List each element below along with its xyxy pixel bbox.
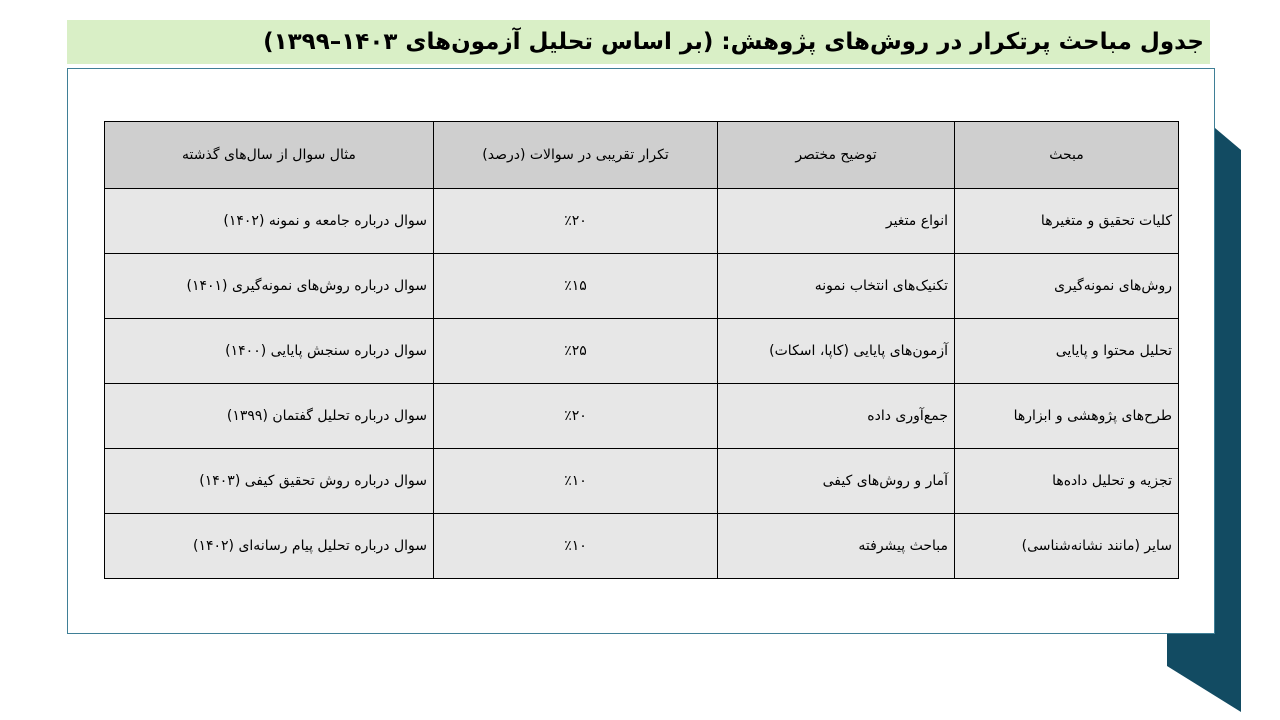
frequency-cell: ٪۱۵ <box>434 254 718 319</box>
topics-table <box>104 121 1179 579</box>
slide-title: جدول مباحث پرتکرار در روش‌های پژوهش: (بر اساس تحلیل آزمون‌های ۱۴۰۳–۱۳۹۹) <box>263 29 1204 55</box>
description-cell: انواع متغیر <box>718 189 955 254</box>
description-cell: آمار و روش‌های کیفی <box>718 449 955 514</box>
header-example: مثال سوال از سال‌های گذشته <box>105 122 434 189</box>
frequency-cell: ٪۲۰ <box>434 384 718 449</box>
table-row <box>105 189 1179 254</box>
description-cell: جمع‌آوری داده <box>718 384 955 449</box>
frequency-cell: ٪۲۰ <box>434 189 718 254</box>
frequency-cell: ٪۱۰ <box>434 449 718 514</box>
description-cell: مباحث پیشرفته <box>718 514 955 579</box>
topic-cell: سایر (مانند نشانه‌شناسی) <box>955 514 1179 579</box>
title-bar <box>67 20 1210 64</box>
header-description: توضیح مختصر <box>718 122 955 189</box>
table-row <box>105 514 1179 579</box>
table-row <box>105 254 1179 319</box>
topic-cell: روش‌های نمونه‌گیری <box>955 254 1179 319</box>
table-header-row <box>105 122 1179 189</box>
example-cell: سوال درباره روش‌های نمونه‌گیری (۱۴۰۱) <box>105 254 434 319</box>
example-cell: سوال درباره روش تحقیق کیفی (۱۴۰۳) <box>105 449 434 514</box>
description-cell: تکنیک‌های انتخاب نمونه <box>718 254 955 319</box>
example-cell: سوال درباره سنجش پایایی (۱۴۰۰) <box>105 319 434 384</box>
topic-cell: کلیات تحقیق و متغیرها <box>955 189 1179 254</box>
example-cell: سوال درباره تحلیل پیام رسانه‌ای (۱۴۰۲) <box>105 514 434 579</box>
frequency-cell: ٪۱۰ <box>434 514 718 579</box>
example-cell: سوال درباره جامعه و نمونه (۱۴۰۲) <box>105 189 434 254</box>
topic-cell: طرح‌های پژوهشی و ابزارها <box>955 384 1179 449</box>
example-cell: سوال درباره تحلیل گفتمان (۱۳۹۹) <box>105 384 434 449</box>
topic-cell: تجزیه و تحلیل داده‌ها <box>955 449 1179 514</box>
table-row <box>105 449 1179 514</box>
table-row <box>105 319 1179 384</box>
topic-cell: تحلیل محتوا و پایایی <box>955 319 1179 384</box>
table-row <box>105 384 1179 449</box>
header-topic: مبحث <box>955 122 1179 189</box>
header-frequency: تکرار تقریبی در سوالات (درصد) <box>434 122 718 189</box>
description-cell: آزمون‌های پایایی (کاپا، اسکات) <box>718 319 955 384</box>
frequency-cell: ٪۲۵ <box>434 319 718 384</box>
